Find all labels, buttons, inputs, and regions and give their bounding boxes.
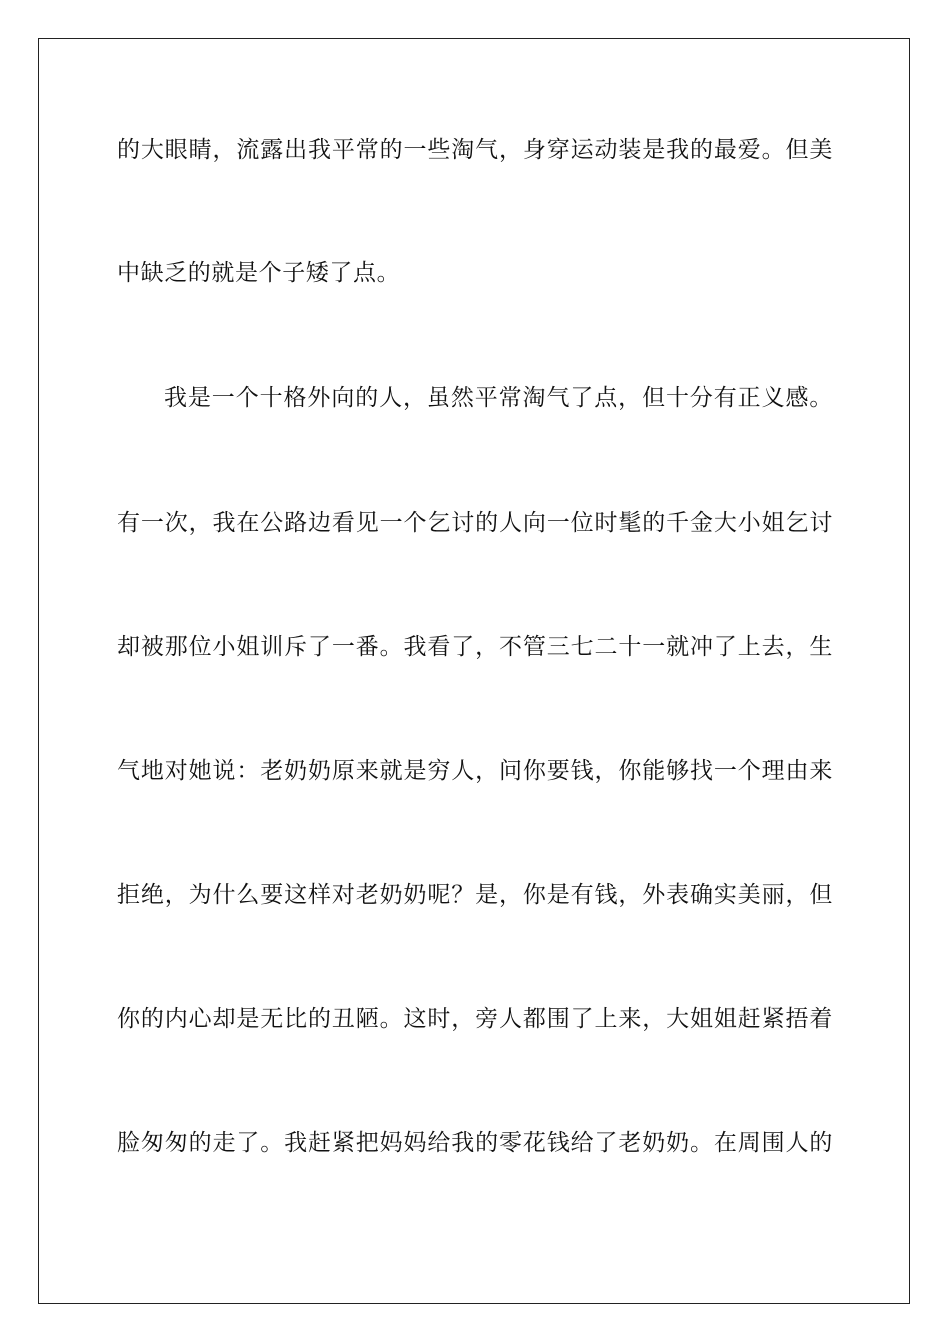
text-line-7: 拒绝，为什么要这样对老奶奶呢？是，你是有钱，外表确实美丽，但 (117, 882, 833, 908)
text-line-2: 中缺乏的就是个子矮了点。 (117, 260, 401, 286)
page-border (38, 38, 910, 1304)
text-line-4: 有一次，我在公路边看见一个乞讨的人向一位时髦的千金大小姐乞讨 (117, 510, 833, 536)
text-line-9: 脸匆匆的走了。我赶紧把妈妈给我的零花钱给了老奶奶。在周围人的 (117, 1130, 833, 1156)
text-line-6: 气地对她说：老奶奶原来就是穷人，问你要钱，你能够找一个理由来 (117, 758, 833, 784)
text-line-8: 你的内心却是无比的丑陋。这时，旁人都围了上来，大姐姐赶紧捂着 (117, 1006, 833, 1032)
text-line-1: 的大眼睛，流露出我平常的一些淘气，身穿运动装是我的最爱。但美 (117, 137, 833, 163)
text-line-5: 却被那位小姐训斥了一番。我看了，不管三七二十一就冲了上去，生 (117, 634, 833, 660)
text-line-3: 我是一个十格外向的人，虽然平常淘气了点，但十分有正义感。 (164, 385, 833, 411)
